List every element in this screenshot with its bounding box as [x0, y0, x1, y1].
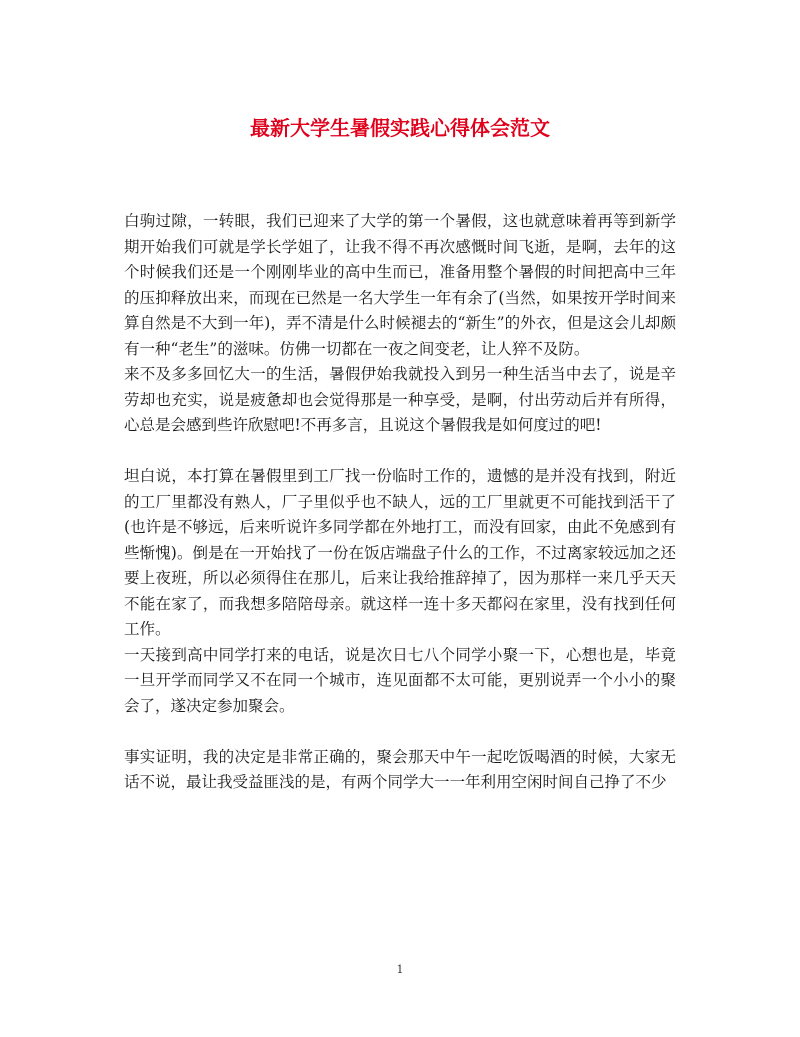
page-number: 1	[396, 963, 404, 976]
paragraph-5: 事实证明，我的决定是非常正确的，聚会那天中午一起吃饭喝酒的时候，大家无话不说，最让我受益匪浅的是，有两个同学大一一年利用空闲时间自己挣了不少	[124, 747, 676, 791]
paragraph-4: 一天接到高中同学打来的电话，说是次日七八个同学小聚一下，心想也是，毕竟一旦开学而同学又不在同一个城市，连见面都不太可能，更别说弄一个小小的聚会了，遂决定参加聚会。	[124, 645, 676, 715]
paragraph-gap	[124, 719, 676, 745]
paragraph-2: 来不及多多回忆大一的生活，暑假伊始我就投入到另一种生活当中去了，说是辛劳却也充实，说是疲惫却也会觉得那是一种享受，是啊，付出劳动后并有所得，心总是会感到些许欣慰吧!不再多言，且说这个暑假我是如何度过的吧!	[124, 365, 676, 434]
document-body	[124, 209, 676, 796]
document-title: 最新大学生暑假实践心得体会范文	[250, 116, 550, 140]
paragraph-3: 坦白说，本打算在暑假里到工厂找一份临时工作的，遗憾的是并没有找到，附近的工厂里都没有熟人，厂子里似乎也不缺人，远的工厂里就更不可能找到活干了(也许是不够远，后来听说许多同学都在外地打工，而没有回家，由此不免感到有些惭愧)。倒是在一开始找了一份在饭店端盘子什么的工作，不过离家较远加之还要上夜班，所以必须得住在那儿，后来让我给推辞掉了，因为那样一来几乎天天不能在家了，而我想多陪陪母亲。就这样一连十多天都闷在家里，没有找到任何工作。	[124, 467, 676, 638]
paragraph-1: 白驹过隙，一转眼，我们已迎来了大学的第一个暑假，这也就意味着再等到新学期开始我们可就是学长学姐了，让我不得不再次感慨时间飞逝，是啊，去年的这个时候我们还是一个刚刚毕业的高中生而已，准备用整个暑假的时间把高中三年的压抑释放出来，而现在已然是一名大学生一年有余了(当然，如果按开学时间来算自然是不大到一年)，弄不清是什么时候褪去的“新生”的外衣，但是这会儿却颇有一种“老生”的滋味。仿佛一切都在一夜之间变老，让人猝不及防。	[124, 212, 676, 358]
paragraph-gap	[124, 439, 676, 465]
